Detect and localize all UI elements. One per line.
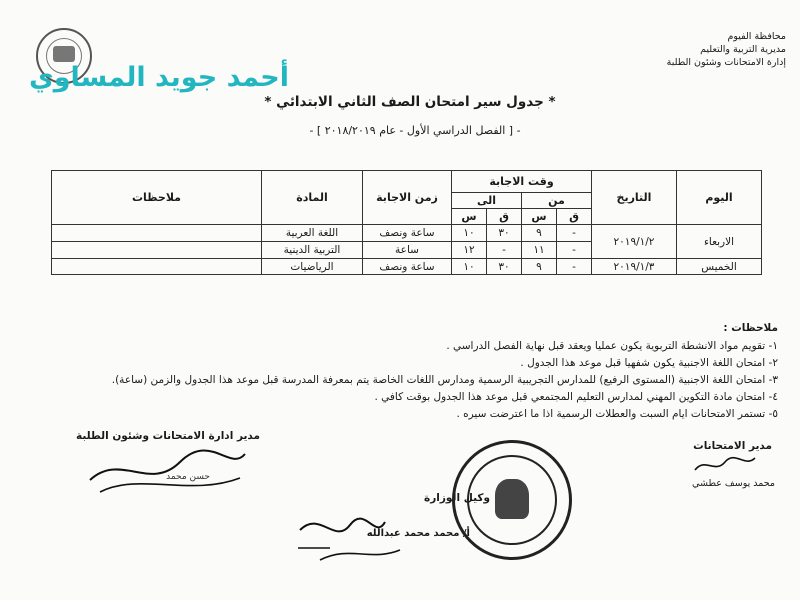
notes-section xyxy=(38,320,778,423)
table-row xyxy=(52,259,762,275)
exam-schedule-table xyxy=(51,170,762,275)
cell-from-q: - xyxy=(557,225,592,242)
header-governorate: محافظة الفيوم xyxy=(727,31,786,42)
header-authority xyxy=(626,30,786,69)
header-from-s: س xyxy=(522,209,557,225)
signature-left-name: حسن محمد xyxy=(166,472,210,482)
cell-to-s: ١٢ xyxy=(452,242,487,259)
header-to-q: ق xyxy=(487,209,522,225)
header-to: الى xyxy=(452,193,522,209)
note-item: ٤- امتحان مادة التكوين المهني لمدارس التعليم المجتمعي قبل موعد هذا الجدول بوقت كافي . xyxy=(374,391,778,403)
cell-from-s: ٩ xyxy=(522,225,557,242)
cell-subject: اللغة العربية xyxy=(262,225,363,242)
header-notes: ملاحظات xyxy=(52,171,262,225)
header-date: التاريخ xyxy=(592,171,677,225)
note-item: ٥- تستمر الامتحانات ايام السبت والعطلات الرسمية اذا ما اعترضت سيره . xyxy=(456,408,778,420)
signature-deputy-title: وكيل الوزارة xyxy=(424,492,490,504)
handwritten-signature-right-icon xyxy=(690,452,760,478)
cell-subject: التربية الدينية xyxy=(262,242,363,259)
cell-to-q: ٣٠ xyxy=(487,259,522,275)
signature-deputy-name: أ/ محمد محمد عبدالله xyxy=(366,528,470,539)
signature-left-title: مدير ادارة الامتحانات وشئون الطلبة xyxy=(75,430,260,442)
page-subtitle: - [ الفصل الدراسي الأول - عام ٢٠١٨/٢٠١٩ ] - xyxy=(309,124,521,137)
signature-right-name: محمد يوسف عطشي xyxy=(692,478,775,489)
watermark-name: أحمد جويد المساوي xyxy=(29,62,289,93)
cell-day: الاربعاء xyxy=(677,225,762,259)
table-row xyxy=(52,225,762,242)
note-item: ١- تقويم مواد الانشطة التربوية يكون عمليا ويعقد قبل نهاية الفصل الدراسي . xyxy=(446,340,778,352)
header-to-s: س xyxy=(452,209,487,225)
cell-date: ٢٠١٩/١/٣ xyxy=(592,259,677,275)
signature-right-title: مدير الامتحانات xyxy=(693,440,772,452)
cell-notes xyxy=(52,225,262,242)
cell-to-q: ٣٠ xyxy=(487,225,522,242)
header-from: من xyxy=(522,193,592,209)
header-directorate: مديرية التربية والتعليم xyxy=(700,44,786,55)
cell-from-q: - xyxy=(557,242,592,259)
header-day: اليوم xyxy=(677,171,762,225)
cell-to-s: ١٠ xyxy=(452,259,487,275)
header-answer-time: وقت الاجابة xyxy=(452,171,592,193)
cell-day: الخميس xyxy=(677,259,762,275)
cell-from-q: - xyxy=(557,259,592,275)
cell-duration: ساعة xyxy=(363,242,452,259)
note-item: ٢- امتحان اللغة الاجنبية يكون شفهيا قبل موعد هذا الجدول . xyxy=(520,357,778,369)
official-seal-icon xyxy=(452,440,572,560)
page-title: * جدول سير امتحان الصف الثاني الابتدائي * xyxy=(264,94,556,110)
header-from-q: ق xyxy=(557,209,592,225)
cell-to-q: - xyxy=(487,242,522,259)
cell-from-s: ٩ xyxy=(522,259,557,275)
note-item: ٣- امتحان اللغة الاجنبية (المستوى الرفيع) للمدارس التجريبية الرسمية ومدارس اللغات الخاصة يتم بمعرفة المدرسة قبل موعد هذا الجدول والزمن (ساعة). xyxy=(111,374,778,386)
cell-subject: الرياضيات xyxy=(262,259,363,275)
cell-from-s: ١١ xyxy=(522,242,557,259)
notes-heading: ملاحظات : xyxy=(723,322,778,334)
header-duration: زمن الاجابة xyxy=(363,171,452,225)
cell-duration: ساعة ونصف xyxy=(363,259,452,275)
header-subject: المادة xyxy=(262,171,363,225)
cell-notes xyxy=(52,259,262,275)
header-department: إدارة الامتحانات وشئون الطلبة xyxy=(666,57,786,68)
cell-date: ٢٠١٩/١/٢ xyxy=(592,225,677,259)
cell-duration: ساعة ونصف xyxy=(363,225,452,242)
cell-to-s: ١٠ xyxy=(452,225,487,242)
cell-notes xyxy=(52,242,262,259)
